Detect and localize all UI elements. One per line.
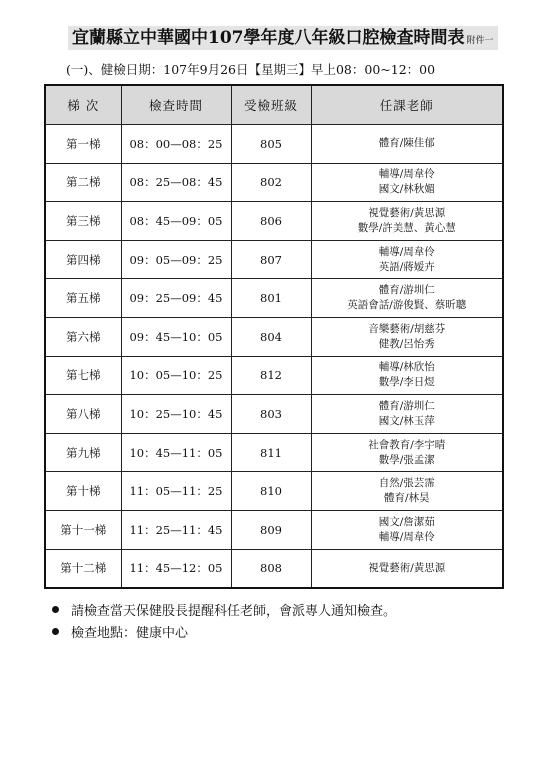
notes-list <box>52 598 396 642</box>
teacher-entry: 數學/李日煜 <box>378 376 435 389</box>
teacher-entry: 社會教育/李宇晴 <box>368 438 446 451</box>
time-cell: 11：25—11：45 <box>121 510 231 549</box>
teacher-entry: 輔導/周韋伶 <box>378 168 435 181</box>
teacher-entry: 數學/張孟潔 <box>378 453 435 466</box>
page-title <box>68 26 498 50</box>
class-cell: 805 <box>231 125 311 164</box>
table-row <box>45 433 503 472</box>
attachment-label: 附件一 <box>466 36 494 46</box>
class-cell: 804 <box>231 317 311 356</box>
time-cell: 09：25—09：45 <box>121 279 231 318</box>
teacher-entry: 自然/張芸霈 <box>378 477 435 490</box>
schedule-table-container <box>44 84 502 589</box>
teacher-entry: 體育/游圳仁 <box>378 399 435 412</box>
table-row <box>45 472 503 511</box>
round-cell: 第四梯 <box>45 240 121 279</box>
time-cell: 08：00—08：25 <box>121 125 231 164</box>
teachers-cell <box>311 356 503 395</box>
class-cell: 807 <box>231 240 311 279</box>
round-cell: 第二梯 <box>45 163 121 202</box>
class-cell: 811 <box>231 433 311 472</box>
round-cell: 第十一梯 <box>45 510 121 549</box>
time-cell: 08：25—08：45 <box>121 163 231 202</box>
teacher-entry: 輔導/林欣怡 <box>378 361 435 374</box>
round-cell: 第十二梯 <box>45 549 121 588</box>
title-text: 宜蘭縣立中華國中107學年度八年級口腔檢查時間表 <box>72 28 465 48</box>
class-cell: 809 <box>231 510 311 549</box>
note-item <box>52 598 396 620</box>
class-cell: 803 <box>231 395 311 434</box>
teacher-entry: 健教/呂怡秀 <box>378 337 435 350</box>
header-teachers: 任課老師 <box>311 85 503 125</box>
round-cell: 第八梯 <box>45 395 121 434</box>
class-cell: 801 <box>231 279 311 318</box>
class-cell: 808 <box>231 549 311 588</box>
table-row <box>45 395 503 434</box>
time-cell: 10：05—10：25 <box>121 356 231 395</box>
schedule-table <box>44 84 504 589</box>
teachers-cell <box>311 279 503 318</box>
teacher-entry: 數學/許美慧、黃心慧 <box>357 221 456 234</box>
round-cell: 第五梯 <box>45 279 121 318</box>
table-row <box>45 317 503 356</box>
table-row <box>45 549 503 588</box>
teachers-cell <box>311 240 503 279</box>
round-cell: 第六梯 <box>45 317 121 356</box>
round-cell: 第七梯 <box>45 356 121 395</box>
time-cell: 10：25—10：45 <box>121 395 231 434</box>
bullet-icon <box>52 628 59 635</box>
teachers-cell <box>311 395 503 434</box>
note-item <box>52 620 396 642</box>
table-body <box>45 125 503 588</box>
teachers-cell <box>311 510 503 549</box>
time-cell: 11：45—12：05 <box>121 549 231 588</box>
teacher-entry: 英語會話/游俊賢、蔡昕聰 <box>347 299 467 312</box>
table-row <box>45 202 503 241</box>
teachers-cell <box>311 125 503 164</box>
time-cell: 09：05—09：25 <box>121 240 231 279</box>
round-cell: 第十梯 <box>45 472 121 511</box>
teacher-entry: 音樂藝術/胡慈芬 <box>368 322 446 335</box>
teacher-entry: 視覺藝術/黃思源 <box>368 561 446 574</box>
round-cell: 第一梯 <box>45 125 121 164</box>
class-cell: 810 <box>231 472 311 511</box>
table-header-row <box>45 85 503 125</box>
teacher-entry: 輔導/周韋伶 <box>378 530 435 543</box>
class-cell: 806 <box>231 202 311 241</box>
time-cell: 08：45—09：05 <box>121 202 231 241</box>
time-cell: 11：05—11：25 <box>121 472 231 511</box>
teachers-cell <box>311 433 503 472</box>
bullet-icon <box>52 606 59 613</box>
round-cell: 第九梯 <box>45 433 121 472</box>
teacher-entry: 體育/陳佳郁 <box>378 137 435 150</box>
note-text: 檢查地點：健康中心 <box>71 625 189 641</box>
teachers-cell <box>311 202 503 241</box>
table-row <box>45 240 503 279</box>
teacher-entry: 體育/林昊 <box>383 492 430 505</box>
teacher-entry: 輔導/周韋伶 <box>378 245 435 258</box>
time-cell: 10：45—11：05 <box>121 433 231 472</box>
table-row <box>45 125 503 164</box>
header-time: 檢查時間 <box>121 85 231 125</box>
note-text: 請檢查當天保健股長提醒科任老師，會派專人通知檢查。 <box>71 603 397 619</box>
teacher-entry: 體育/游圳仁 <box>378 284 435 297</box>
table-row <box>45 163 503 202</box>
table-row <box>45 356 503 395</box>
class-cell: 802 <box>231 163 311 202</box>
teacher-entry: 國文/林秋媚 <box>378 183 435 196</box>
table-row <box>45 279 503 318</box>
teachers-cell <box>311 472 503 511</box>
teacher-entry: 英語/蔣嫒卉 <box>378 260 435 273</box>
teachers-cell <box>311 317 503 356</box>
table-row <box>45 510 503 549</box>
teacher-entry: 視覺藝術/黃思源 <box>368 206 446 219</box>
teacher-entry: 國文/詹潔茹 <box>378 515 435 528</box>
teachers-cell <box>311 163 503 202</box>
round-cell: 第三梯 <box>45 202 121 241</box>
exam-date-line: (一)、健檢日期：107年9月26日【星期三】早上08：00~12：00 <box>66 62 436 77</box>
class-cell: 812 <box>231 356 311 395</box>
time-cell: 09：45—10：05 <box>121 317 231 356</box>
header-class: 受檢班級 <box>231 85 311 125</box>
header-round: 梯 次 <box>45 85 121 125</box>
teacher-entry: 國文/林玉萍 <box>378 414 435 427</box>
teachers-cell <box>311 549 503 588</box>
